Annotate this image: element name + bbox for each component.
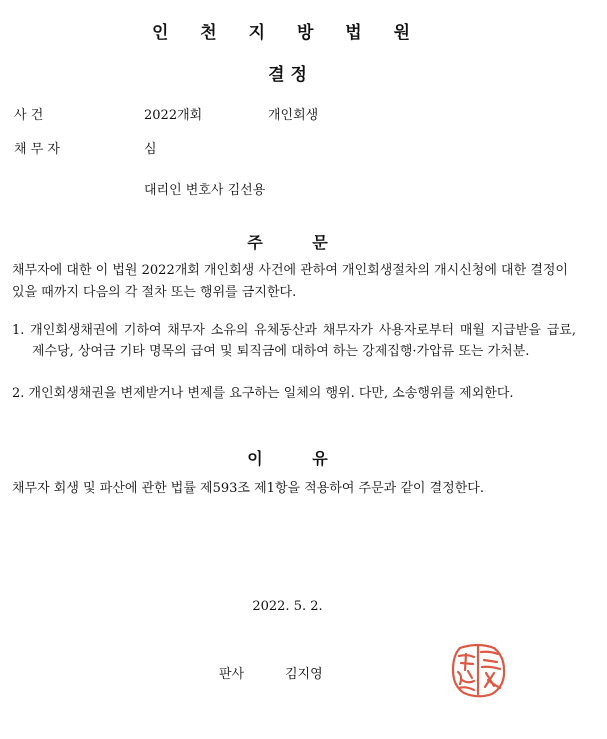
order-intro: 채무자에 대한 이 법원 2022개회 개인회생 사건에 관하여 개인회생절차의 개시신청에 대한 결정이 있을 때까지 다음의 각 절차 또는 행위를 금지한다. (12, 263, 568, 300)
court-name: 인 천 지 방 법 원 (151, 23, 424, 43)
debtor-label: 채 무 자 (14, 142, 60, 157)
case-number: 2022개회 (144, 108, 203, 123)
seal-icon (448, 640, 508, 700)
order-item-2: 2. 개인회생채권을 변제받거나 변제를 요구하는 일체의 행위. 다만, 소송행위를 제외한다. (12, 386, 514, 401)
document-type: 결 정 (268, 65, 307, 85)
judge-name: 김지영 (285, 667, 323, 682)
reason-text: 채무자 회생 및 파산에 관한 법률 제593조 제1항을 적용하여 주문과 같이 결정한다. (12, 481, 484, 496)
case-name: 개인회생 (268, 108, 319, 123)
case-label: 사 건 (14, 108, 44, 123)
order-heading: 주 문 (247, 233, 328, 252)
judge-seal-stamp (448, 640, 508, 700)
order-item-1: 1. 개인회생채권에 기하여 채무자 소유의 유체동산과 채무자가 사용자로부터 매월 지급받을 급료, 제수당, 상여금 기타 명목의 급여 및 퇴직금에 대하여 하는 강제집행·가압류 또는 가처분. (12, 323, 576, 359)
reason-heading: 이 유 (247, 449, 328, 468)
decision-date: 2022. 5. 2. (252, 599, 323, 614)
debtor-agent: 대리인 변호사 김선용 (144, 183, 266, 198)
judge-title: 판사 (219, 667, 245, 682)
debtor-name: 심 (144, 142, 157, 157)
